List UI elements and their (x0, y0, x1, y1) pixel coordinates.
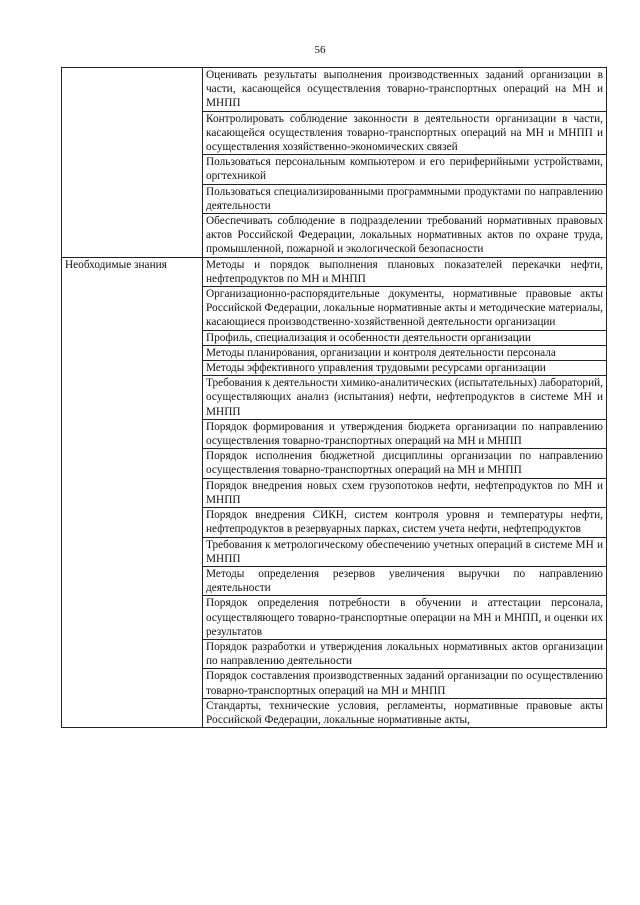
table-cell: Требования к метрологическому обеспечению учетных операций в системе МН и МНПП (203, 537, 607, 566)
table-cell: Методы эффективного управления трудовыми ресурсами организации (203, 361, 607, 376)
table-row (62, 68, 607, 112)
table-cell: Порядок формирования и утверждения бюджета организации по направлению осуществления товарно-транспортных операций на МН и МНПП (203, 419, 607, 448)
table-cell: Стандарты, технические условия, регламенты, нормативные правовые акты Российской Федерации, локальные нормативные акты, (203, 698, 607, 727)
category-cell-empty (62, 68, 203, 258)
table-cell: Пользоваться персональным компьютером и его периферийными устройствами, оргтехникой (203, 155, 607, 184)
table-cell: Порядок составления производственных заданий организации по осуществлению товарно-транспортных операций на МН и МНПП (203, 669, 607, 698)
table-cell: Порядок внедрения СИКН, систем контроля уровня и температуры нефти, нефтепродуктов в резервуарных парках, систем учета нефти, нефтепродуктов (203, 508, 607, 537)
table-cell: Методы определения резервов увеличения выручки по направлению деятельности (203, 566, 607, 595)
table-cell: Обеспечивать соблюдение в подразделении требований нормативных правовых актов Российской Федерации, локальных нормативных актов по охране труда, промышленной, пожарной и экологической безопасности (203, 214, 607, 258)
table-row (62, 257, 607, 286)
table-cell: Оценивать результаты выполнения производственных заданий организации в части, касающейся осуществления товарно-транспортных операций на МН и МНПП (203, 68, 607, 112)
table-cell: Методы планирования, организации и контроля деятельности персонала (203, 345, 607, 360)
table-cell: Методы и порядок выполнения плановых показателей перекачки нефти, нефтепродуктов по МН и МНПП (203, 257, 607, 286)
table-cell: Порядок определения потребности в обучении и аттестации персонала, осуществляющего товарно-транспортные операции на МН и МНПП, и оценки их результатов (203, 596, 607, 640)
table-cell: Пользоваться специализированными программными продуктами по направлению деятельности (203, 184, 607, 213)
table-cell: Организационно-распорядительные документы, нормативные правовые акты Российской Федерации, локальные нормативные акты и методические материалы, касающиеся производственно-хозяйственной деятельности организации (203, 287, 607, 331)
table-cell: Порядок разработки и утверждения локальных нормативных актов организации по направлению деятельности (203, 639, 607, 668)
page-number: 56 (314, 44, 326, 56)
table-cell: Требования к деятельности химико-аналитических (испытательных) лабораторий, осуществляющих анализ (испытания) нефти, нефтепродуктов в системе МН и МНПП (203, 376, 607, 420)
requirements-table (61, 67, 607, 728)
table-cell: Профиль, специализация и особенности деятельности организации (203, 330, 607, 345)
category-cell-knowledge: Необходимые знания (62, 257, 203, 728)
table-cell: Порядок исполнения бюджетной дисциплины организации по направлению осуществления товарно-транспортных операций на МН и МНПП (203, 449, 607, 478)
table-cell: Контролировать соблюдение законности в деятельности организации в части, касающейся осуществления товарно-транспортных операций на МН и МНПП и осуществления хозяйственно-экономических связей (203, 111, 607, 155)
table-cell: Порядок внедрения новых схем грузопотоков нефти, нефтепродуктов по МН и МНПП (203, 478, 607, 507)
